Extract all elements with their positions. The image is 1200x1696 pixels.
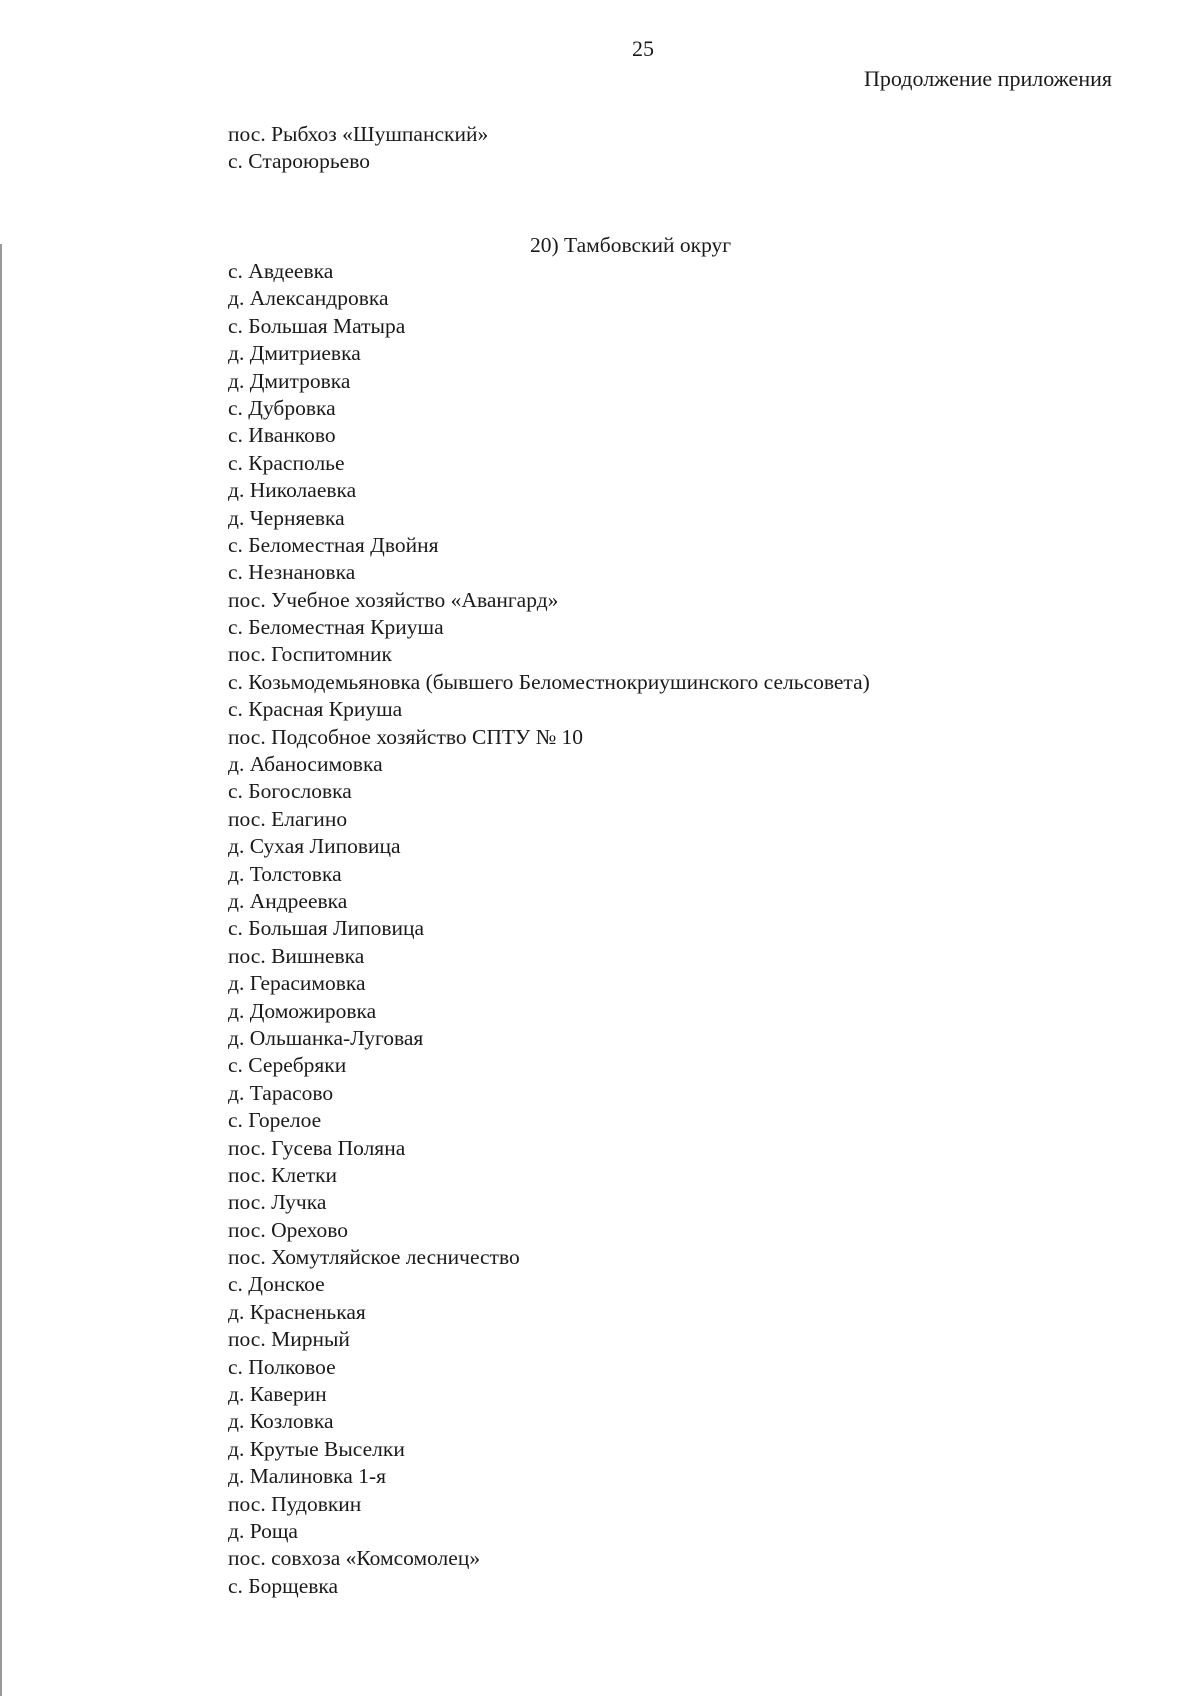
list-item: пос. совхоза «Комсомолец» [228, 1546, 481, 1571]
list-item: пос. Гусева Поляна [228, 1135, 406, 1160]
list-item: с. Красполье [228, 450, 345, 475]
list-item: д. Красненькая [228, 1299, 366, 1324]
list-item: пос. Хомутляйское лесничество [228, 1245, 520, 1270]
list-item: д. Козловка [228, 1409, 334, 1434]
list-item: д. Каверин [228, 1382, 327, 1407]
list-item: пос. Подсобное хозяйство СПТУ № 10 [228, 724, 583, 749]
list-item: с. Иванково [228, 423, 336, 448]
list-item: с. Беломестная Двойня [228, 532, 439, 557]
list-item: с. Староюрьево [228, 149, 370, 174]
list-item: д. Ольшанка-Луговая [228, 1025, 424, 1050]
list-item: с. Большая Липовица [228, 916, 425, 941]
list-item: д. Александровка [228, 286, 389, 311]
previous-section-list [228, 121, 488, 176]
list-item: д. Крутые Выселки [228, 1436, 405, 1461]
list-item: с. Незнановка [228, 560, 356, 585]
list-item: д. Малиновка 1-я [228, 1464, 387, 1489]
list-item: с. Полковое [228, 1354, 336, 1379]
list-item: с. Беломестная Криуша [228, 615, 444, 640]
list-item: пос. Вишневка [228, 943, 365, 968]
list-item: д. Тарасово [228, 1080, 334, 1105]
list-item: д. Толстовка [228, 861, 342, 886]
list-item: пос. Орехово [228, 1217, 349, 1242]
list-item: с. Авдеевка [228, 259, 334, 283]
list-item: с. Богословка [228, 779, 352, 804]
list-item: пос. Госпитомник [228, 642, 392, 667]
continuation-note: Продолжение приложения [864, 66, 1112, 91]
list-item: д. Сухая Липовица [228, 834, 401, 859]
list-item: д. Дмитровка [228, 368, 351, 393]
page-edge-line [0, 244, 2, 1696]
list-item: пос. Учебное хозяйство «Авангард» [228, 587, 559, 612]
list-item: д. Николаевка [228, 478, 357, 503]
list-item: д. Андреевка [228, 888, 348, 913]
list-item: с. Дубровка [228, 395, 336, 420]
list-item: пос. Пудовкин [228, 1491, 362, 1516]
list-item: пос. Рыбхоз «Шушпанский» [228, 122, 489, 146]
list-item: д. Дмитриевка [228, 341, 361, 366]
list-item: д. Абаносимовка [228, 752, 383, 777]
list-item: с. Серебряки [228, 1053, 347, 1078]
section-heading: 20) Тамбовский округ [530, 233, 732, 257]
list-item: с. Горелое [228, 1108, 322, 1133]
list-item: пос. Лучка [228, 1190, 327, 1215]
list-item: д. Герасимовка [228, 971, 366, 996]
list-item: с. Козьмодемьяновка (бывшего Беломестнокриушинского сельсовета) [228, 669, 870, 694]
list-item: пос. Мирный [228, 1327, 350, 1352]
list-item: д. Роща [228, 1518, 298, 1543]
list-item: пос. Клетки [228, 1162, 338, 1187]
list-item: с. Борщевка [228, 1573, 339, 1598]
list-item: с. Большая Матыра [228, 313, 406, 338]
list-item: с. Красная Криуша [228, 697, 403, 722]
list-item: д. Черняевка [228, 505, 345, 530]
settlement-list [228, 258, 870, 1600]
page-number: 25 [632, 36, 654, 61]
list-item: д. Доможировка [228, 998, 377, 1023]
list-item: пос. Елагино [228, 806, 348, 831]
list-item: с. Донское [228, 1272, 325, 1297]
